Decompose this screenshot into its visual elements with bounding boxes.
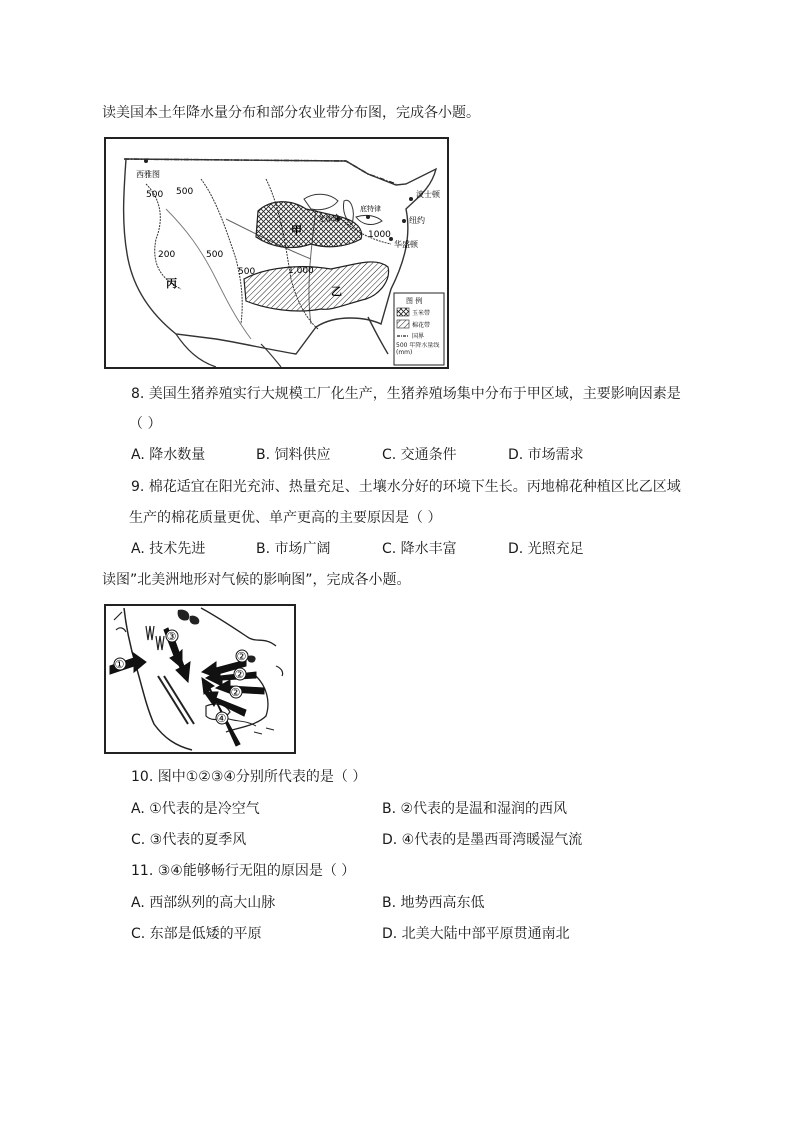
label-bing: 丙 — [166, 277, 177, 290]
label-boston: 波士顿 — [416, 190, 440, 199]
q11-option-d: D. 北美大陆中部平原贯通南北 — [382, 926, 570, 942]
q10-stem: 10. 图中①②③④分别所代表的是（ ） — [131, 769, 367, 785]
q10-option-c: C. ③代表的夏季风 — [131, 832, 247, 848]
q9-option-b: B. 市场广阔 — [256, 541, 331, 557]
isohyet-1000a: 1000 — [368, 230, 391, 240]
isohyet-500c: 500 — [206, 250, 224, 260]
marker-2c: ② — [230, 686, 241, 699]
isohyet-500b: 500 — [176, 187, 194, 197]
label-chicago: 芝加哥 — [318, 215, 339, 223]
q9-option-c: C. 降水丰富 — [382, 541, 457, 557]
isohyet-1000b: 1,000 — [288, 266, 314, 276]
legend-title: 图 例 — [406, 297, 423, 305]
q10-option-d: D. ④代表的是墨西哥湾暖湿气流 — [382, 832, 583, 848]
legend-isohyet: 500 年降水量线(mm) — [396, 342, 440, 356]
marker-2a: ② — [236, 650, 247, 663]
label-yi: 乙 — [331, 285, 342, 298]
q10-option-a: A. ①代表的是冷空气 — [131, 801, 260, 817]
q9-stem-line1: 9. 棉花适宜在阳光充沛、热量充足、土壤水分好的环境下生长。丙地棉花种植区比乙区域 — [131, 479, 681, 495]
map-legend — [394, 293, 444, 365]
intro-text-1: 读美国本土年降水量分布和部分农业带分布图，完成各小题。 — [102, 105, 480, 121]
marker-3: ③ — [166, 630, 177, 643]
q10-option-b: B. ②代表的是温和湿润的西风 — [382, 801, 568, 817]
q9-option-a: A. 技术先进 — [131, 541, 206, 557]
marker-2b: ② — [234, 668, 245, 681]
label-jia: 甲 — [291, 224, 302, 237]
q8-stem: 8. 美国生猪养殖实行大规模工厂化生产，生猪养殖场集中分布于甲区域，主要影响因素是 — [131, 386, 681, 402]
marker-1: ① — [114, 658, 125, 671]
q8-option-c: C. 交通条件 — [382, 447, 457, 463]
q9-option-d: D. 光照充足 — [508, 541, 584, 557]
q8-option-b: B. 饲料供应 — [256, 447, 331, 463]
north-america-terrain-climate-map — [104, 604, 296, 754]
q11-option-b: B. 地势西高东低 — [382, 895, 485, 911]
q9-stem-line2: 生产的棉花质量更优、单产更高的主要原因是（ ） — [129, 510, 442, 526]
label-newyork: 纽约 — [409, 216, 425, 225]
isohyet-500a: 500 — [146, 190, 164, 200]
label-detroit: 底特律 — [360, 205, 381, 213]
q8-paren: （ ） — [129, 416, 162, 432]
q11-stem: 11. ③④能够畅行无阻的原因是（ ） — [131, 863, 356, 879]
label-washington: 华盛顿 — [394, 240, 418, 249]
label-seattle: 西雅图 — [136, 170, 160, 179]
q11-option-a: A. 西部纵列的高大山脉 — [131, 895, 276, 911]
us-precipitation-agriculture-map — [104, 137, 449, 369]
isohyet-500d: 500 — [238, 267, 256, 277]
q11-option-c: C. 东部是低矮的平原 — [131, 926, 262, 942]
legend-border: 国界 — [412, 333, 425, 340]
intro-text-2: 读图”北美洲地形对气候的影响图”，完成各小题。 — [102, 572, 411, 588]
marker-4: ④ — [216, 712, 227, 725]
q8-option-a: A. 降水数量 — [131, 447, 206, 463]
legend-cotton: 棉花带 — [412, 322, 431, 329]
legend-corn: 玉米带 — [412, 310, 431, 317]
isohyet-200: 200 — [158, 250, 176, 260]
q8-option-d: D. 市场需求 — [508, 447, 584, 463]
